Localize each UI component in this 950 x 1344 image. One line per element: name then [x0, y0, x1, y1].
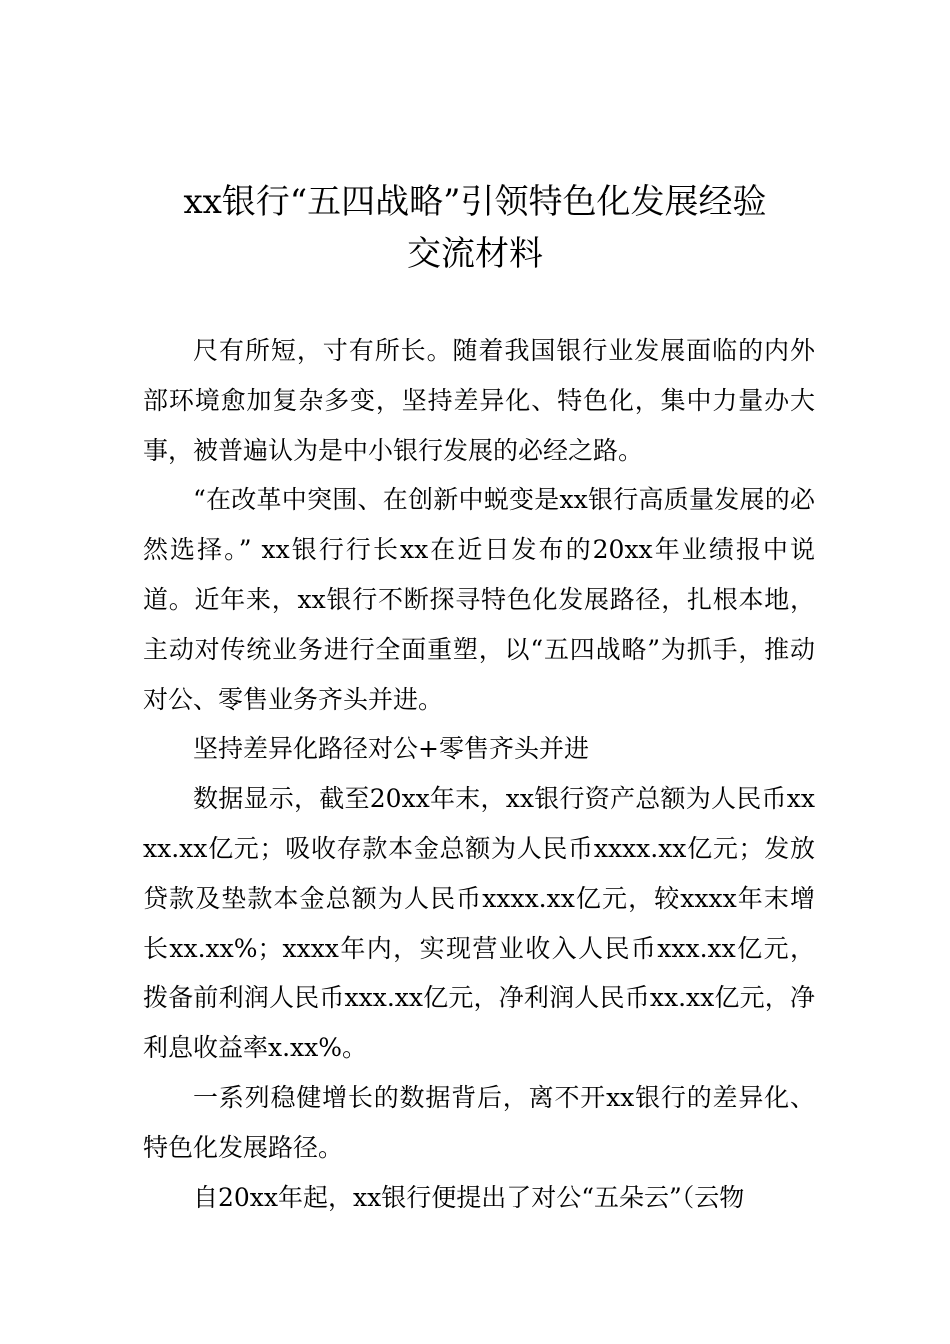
document-body [143, 326, 815, 1222]
document-title [120, 176, 830, 280]
title-line-2: 交流材料 [407, 234, 543, 274]
paragraph-strategy: 自20xx年起，xx银行便提出了对公“五朵云”（云物 [193, 1182, 745, 1212]
paragraph-intro: 尺有所短，寸有所长。随着我国银行业发展面临的内外部环境愈加复杂多变，坚持差异化、特色化，集中力量办大事，被普遍认为是中小银行发展的必经之路。 [143, 336, 815, 465]
paragraph-data: 数据显示，截至20xx年末，xx银行资产总额为人民币xxxx.xx亿元；吸收存款本金总额为人民币xxxx.xx亿元；发放贷款及垫款本金总额为人民币xxxx.xx亿元，较xxxx年末增长xx.xx%；xxxx年内，实现营业收入人民币xxx.xx亿元，拨备前利润人民币xxx.xx亿元，净利润人民币xx.xx亿元，净利息收益率x.xx%。 [143, 784, 815, 1063]
section-heading: 坚持差异化路径对公+零售齐头并进 [193, 734, 589, 764]
title-line-1: xx银行“五四战略”引领特色化发展经验 [183, 182, 767, 222]
paragraph-quote: “在改革中突围、在创新中蜕变是xx银行高质量发展的必然选择。” xx银行行长xx在近日发布的20xx年业绩报中说道。近年来，xx银行不断探寻特色化发展路径，扎根本地，主动对传统业务进行全面重塑，以“五四战略”为抓手，推动对公、零售业务齐头并进。 [143, 485, 815, 714]
paragraph-summary: 一系列稳健增长的数据背后，离不开xx银行的差异化、特色化发展路径。 [143, 1082, 815, 1162]
